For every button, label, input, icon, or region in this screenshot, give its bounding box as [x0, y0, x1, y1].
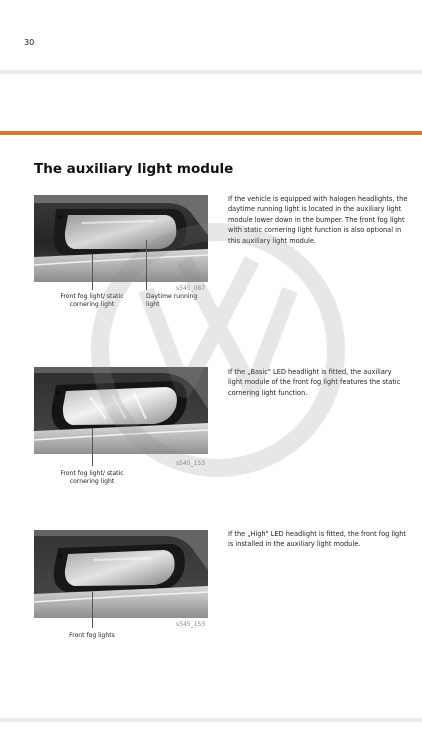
caption-daytime-running-light: Daytime running light [146, 293, 198, 308]
figure-code: s545_087 [176, 285, 206, 292]
section-title: The auxiliary light module [34, 161, 234, 177]
figure-code: s545_153 [176, 460, 206, 467]
paragraph-halogen: If the vehicle is equipped with halogen headlights, the daytime running light is located in the auxiliary light module lower down in the bumper. The front fog light with static cornering light function is also optional in this auxiliary light module. [228, 195, 408, 245]
figure-code: s545_153 [176, 621, 206, 628]
caption-front-fog-lights: Front fog lights [69, 632, 115, 639]
photo-halogen-auxiliary-light [34, 195, 208, 282]
caption-front-fog-light: Front fog light/ static cornering light [60, 470, 124, 485]
leader-line-fog-light [92, 428, 93, 466]
section-accent-bar [0, 131, 422, 135]
leader-line-daytime-running [146, 240, 147, 290]
photo-basic-led-auxiliary-light [34, 367, 208, 454]
leader-line-fog-light [92, 254, 93, 290]
paragraph-high-led: If the „High" LED headlight is fitted, the front fog light is installed in the auxiliary light module. [228, 530, 406, 549]
leader-line-fog-light [92, 592, 93, 628]
page-number: 30 [24, 38, 35, 47]
page-separator-bottom [0, 718, 422, 722]
paragraph-basic-led: If the „Basic" LED headlight is fitted, the auxiliary light module of the front fog light features the static cornering light function. [228, 368, 401, 397]
page-separator-top [0, 70, 422, 74]
caption-front-fog-light: Front fog light/ static cornering light [60, 293, 124, 308]
photo-high-led-auxiliary-light [34, 530, 208, 618]
